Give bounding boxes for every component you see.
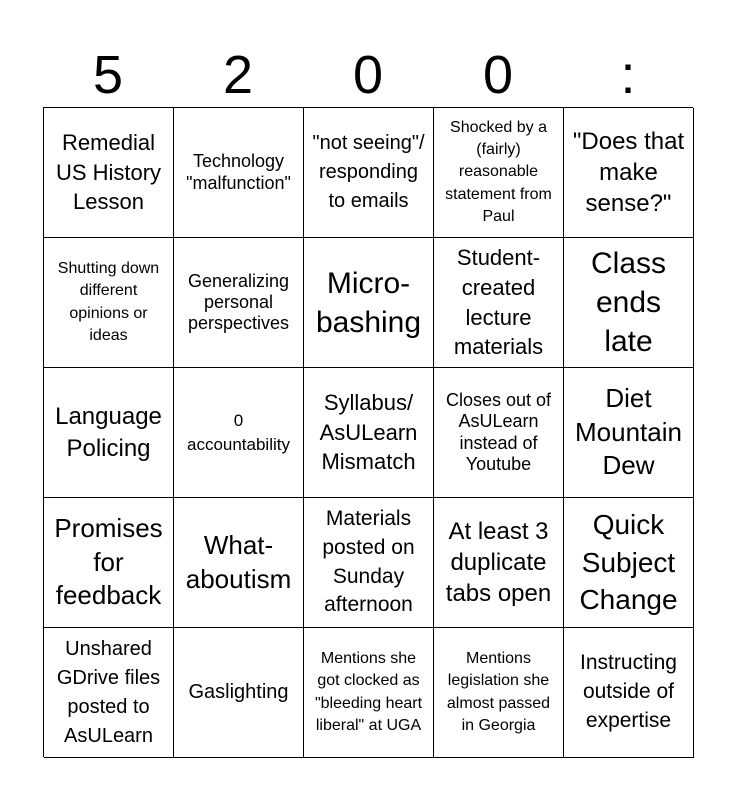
bingo-cell: At least 3 duplicate tabs open — [434, 498, 564, 628]
bingo-cell: Mentions she got clocked as "bleeding heart liberal" at UGA — [304, 628, 434, 758]
bingo-cell: Unshared GDrive files posted to AsULearn — [44, 628, 174, 758]
bingo-cell: Promises for feedback — [44, 498, 174, 628]
bingo-cell: Instructing outside of expertise — [564, 628, 694, 758]
bingo-board — [43, 107, 693, 757]
bingo-cell: Micro-bashing — [304, 238, 434, 368]
bingo-cell: Generalizing personal perspectives — [174, 238, 304, 368]
bingo-cell: Technology "malfunction" — [174, 108, 304, 238]
bingo-cell: Shutting down different opinions or ideas — [44, 238, 174, 368]
bingo-cell: Student-created lecture materials — [434, 238, 564, 368]
bingo-cell: 0 accountability — [174, 368, 304, 498]
bingo-cell: Materials posted on Sunday afternoon — [304, 498, 434, 628]
bingo-cell: "not seeing"/ responding to emails — [304, 108, 434, 238]
header-letter-3: 0 — [352, 45, 384, 105]
header-letter-5: : — [620, 45, 636, 105]
header-letter-1: 5 — [92, 45, 124, 105]
bingo-cell: What-aboutism — [174, 498, 304, 628]
bingo-cell: Quick Subject Change — [564, 498, 694, 628]
bingo-cell: Class ends late — [564, 238, 694, 368]
bingo-cell: Diet Mountain Dew — [564, 368, 694, 498]
bingo-cell: Syllabus/ AsULearn Mismatch — [304, 368, 434, 498]
header-letter-2: 2 — [222, 45, 254, 105]
bingo-cell: Shocked by a (fairly) reasonable statement from Paul — [434, 108, 564, 238]
bingo-cell: Remedial US History Lesson — [44, 108, 174, 238]
bingo-cell: Mentions legislation she almost passed in Georgia — [434, 628, 564, 758]
bingo-cell: "Does that make sense?" — [564, 108, 694, 238]
bingo-cell: Language Policing — [44, 368, 174, 498]
bingo-header — [43, 44, 693, 106]
header-letter-4: 0 — [482, 45, 514, 105]
bingo-cell: Gaslighting — [174, 628, 304, 758]
bingo-cell: Closes out of AsULearn instead of Youtube — [434, 368, 564, 498]
